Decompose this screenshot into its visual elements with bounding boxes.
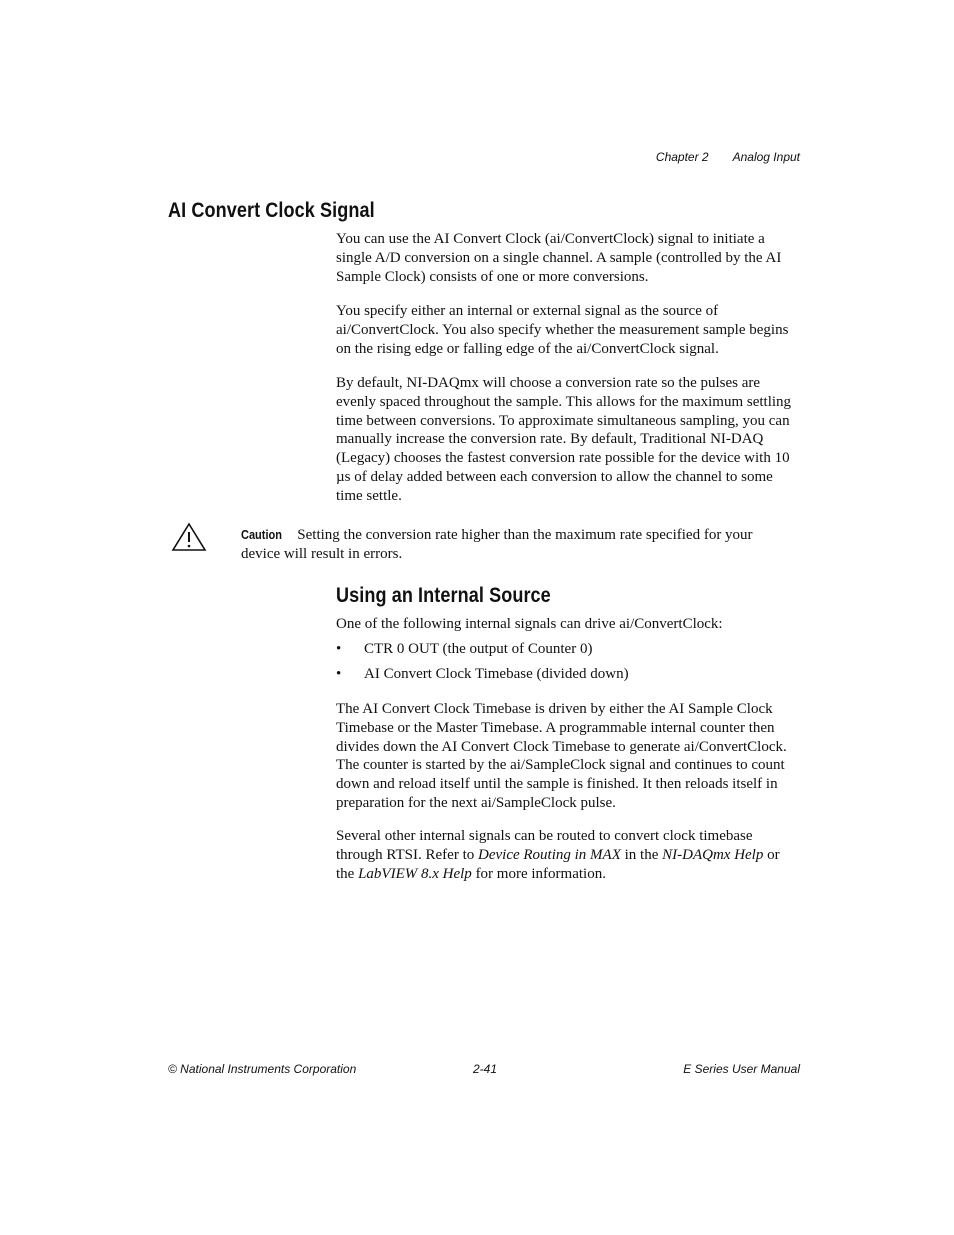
text-run: in the (620, 846, 663, 863)
bullet-icon: • (336, 641, 342, 657)
footer-manual-title: E Series User Manual (683, 1062, 800, 1076)
paragraph (336, 615, 799, 634)
running-header (656, 150, 800, 164)
caution-note (241, 526, 781, 564)
paragraph-text: You specify either an internal or external signal as the source of ai/ConvertClock. You also specify whether the measurement sample begins on the rising edge or falling edge of the ai/ConvertClock signal. (336, 303, 789, 357)
header-section: Analog Input (732, 150, 800, 164)
list-item-text: AI Convert Clock Timebase (divided down) (364, 666, 629, 682)
bullet-list (336, 640, 799, 690)
section-heading-internal-source: Using an Internal Source (336, 584, 551, 607)
list-item (336, 665, 799, 690)
header-chapter: Chapter 2 (655, 150, 709, 164)
cross-reference: Device Routing in MAX (478, 846, 621, 863)
cross-reference: NI-DAQmx Help (662, 846, 764, 863)
paragraph (336, 230, 799, 286)
paragraph-text: By default, NI-DAQmx will choose a conversion rate so the pulses are evenly spaced throughout the sample. This allows for the maximum settling time between conversions. To approximate simultaneous sampling, you can manually increase the conversion rate. By default, Traditional NI-DAQ (Legacy) chooses the fastest conversion rate possible for the device with 10 µs of delay added between each conversion to allow the channel to some time settle. (336, 375, 792, 504)
bullet-icon: • (336, 666, 342, 682)
section-heading-convert-clock: AI Convert Clock Signal (168, 199, 375, 222)
text-run: Several other internal signals can be routed to convert clock timebase through RTSI. Refer to (336, 828, 753, 863)
caution-text: Setting the conversion rate higher than the maximum rate specified for your device will result in errors. (241, 527, 753, 562)
text-run: or the (336, 846, 780, 882)
paragraph (336, 700, 799, 813)
paragraph-text (336, 827, 799, 883)
warning-triangle-icon (171, 522, 207, 552)
paragraph-text: The AI Convert Clock Timebase is driven by either the AI Sample Clock Timebase or the Master Timebase. A programmable internal counter then divides down the AI Convert Clock Timebase to generate ai/ConvertClock. The counter is started by the ai/SampleClock signal and continues to count down and reload itself until the sample is finished. It then reloads itself in preparation for the next ai/SampleClock pulse. (336, 701, 787, 811)
paragraph (336, 374, 799, 506)
list-item (336, 640, 799, 665)
paragraph-text: You can use the AI Convert Clock (ai/ConvertClock) signal to initiate a single A/D conversion on a single channel. A sample (controlled by the AI Sample Clock) consists of one or more conversions. (336, 231, 782, 285)
text-run: for more information. (471, 865, 606, 882)
caution-label: Caution (241, 528, 282, 542)
list-item-text: CTR 0 OUT (the output of Counter 0) (364, 641, 593, 657)
footer-copyright: © National Instruments Corporation (168, 1062, 357, 1076)
footer-page-number: 2-41 (473, 1062, 498, 1076)
paragraph-text: One of the following internal signals can drive ai/ConvertClock: (336, 616, 723, 632)
paragraph (336, 827, 799, 883)
paragraph (336, 302, 799, 358)
cross-reference: LabVIEW 8.x Help (358, 865, 472, 882)
